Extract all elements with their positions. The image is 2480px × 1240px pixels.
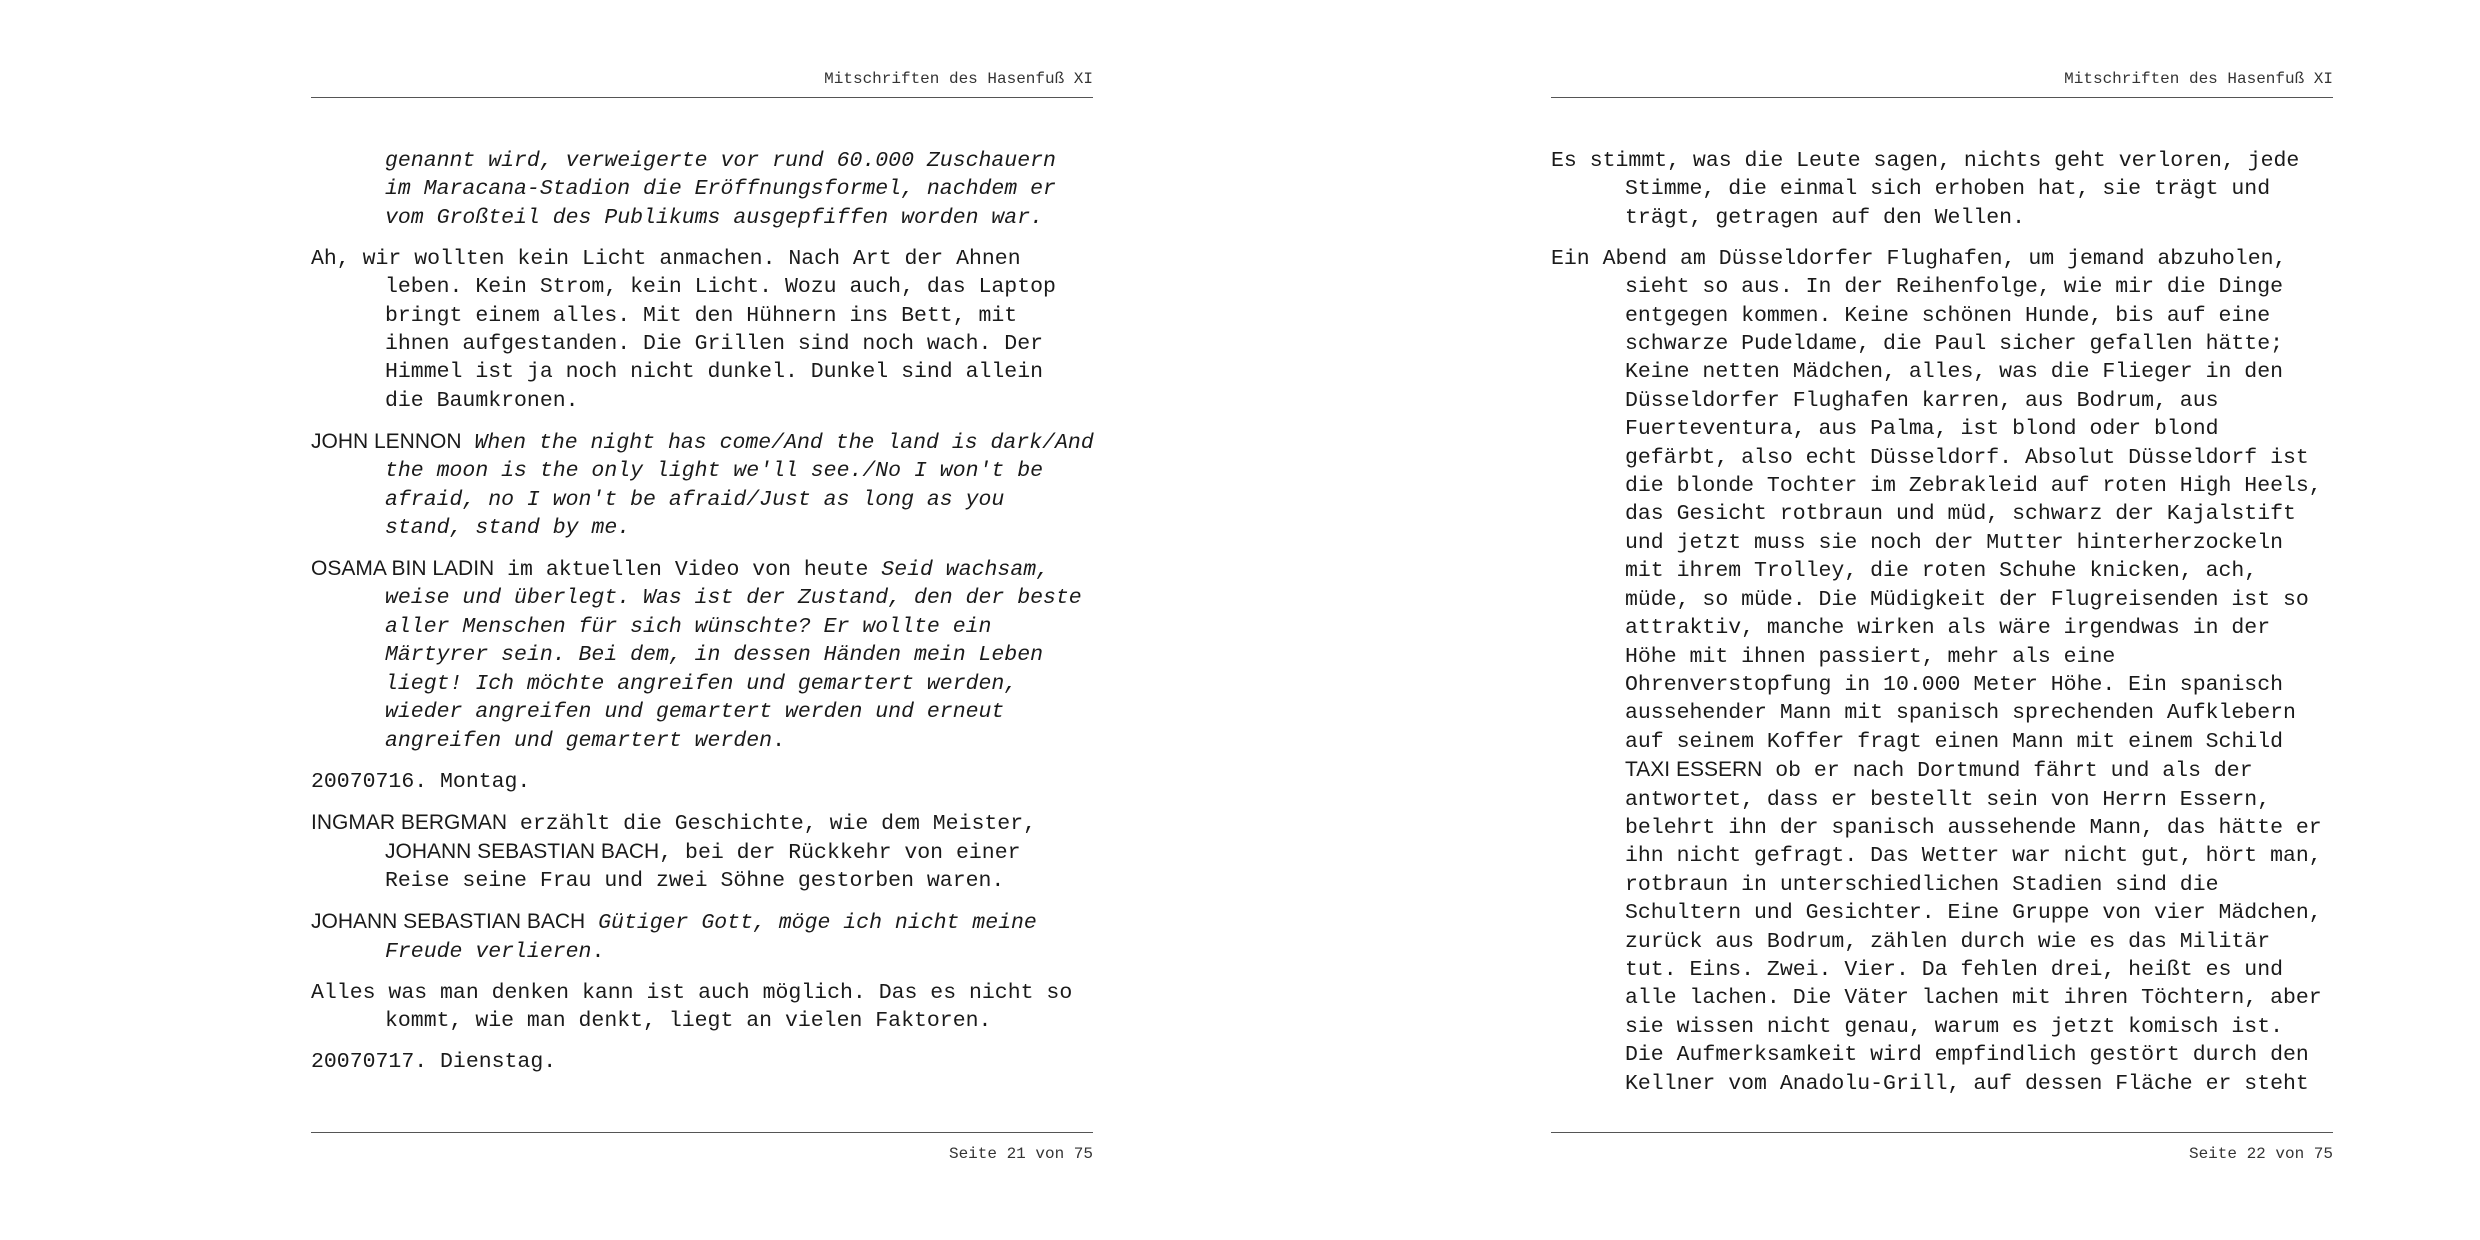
body-text: [1551, 147, 2333, 1111]
paragraph: [311, 555, 1093, 755]
text-line: [385, 204, 1093, 232]
text-segment: Ohrenverstopfung in 10.000 Meter Höhe. Ein spanisch: [1625, 672, 2284, 697]
text-segment: 20070716. Montag.: [311, 769, 531, 794]
italic-quote: afraid, no I won't be afraid/Just as long as you: [385, 487, 1005, 512]
text-line: [385, 867, 1093, 895]
running-header: Mitschriften des Hasenfuß XI: [824, 70, 1093, 88]
text-line: [1625, 871, 2333, 899]
text-line: [1625, 358, 2333, 386]
italic-quote: the moon is the only light we'll see./No I won't be: [385, 459, 1044, 484]
text-segment: , bei der Rückkehr von einer: [659, 840, 1021, 865]
italic-quote: angreifen und gemartert werden: [385, 728, 773, 753]
text-segment: auf seinem Koffer fragt einen Mann mit einem Schild: [1625, 729, 2284, 754]
text-line: [385, 387, 1093, 415]
text-line: [385, 330, 1093, 358]
text-line: [1625, 899, 2333, 927]
text-line: [1625, 1070, 2333, 1098]
text-segment: Himmel ist ja noch nicht dunkel. Dunkel sind allein: [385, 360, 1044, 385]
text-line: [311, 555, 1093, 584]
text-line: [1625, 557, 2333, 585]
left-page: [311, 0, 1093, 1240]
text-line: [311, 768, 1093, 796]
text-line: [1625, 814, 2333, 842]
italic-quote: vom Großteil des Publikums ausgepfiffen worden war.: [385, 205, 1044, 230]
speaker-name: JOHANN SEBASTIAN BACH: [385, 839, 660, 863]
text-segment: [585, 911, 598, 935]
header-rule: [311, 97, 1093, 98]
text-segment: sieht so aus. In der Reihenfolge, wie mir die Dinge: [1625, 275, 2284, 300]
text-line: [385, 273, 1093, 301]
text-line: [1625, 1041, 2333, 1069]
text-segment: Höhe mit ihnen passiert, mehr als eine: [1625, 644, 2116, 669]
footer-rule: [1551, 1132, 2333, 1133]
right-page: [1551, 0, 2333, 1240]
text-segment: attraktiv, manche wirken als wäre irgendwas in der: [1625, 616, 2271, 641]
text-line: [311, 428, 1094, 457]
text-line: [1625, 586, 2333, 614]
text-segment: Düsseldorfer Flughafen karren, aus Bodrum, aus: [1625, 388, 2219, 413]
text-line: [1625, 928, 2333, 956]
text-segment: bringt einem alles. Mit den Hühnern ins Bett, mit: [385, 303, 1018, 328]
page-number: Seite 21 von 75: [948, 1145, 1093, 1163]
text-segment: leben. Kein Strom, kein Licht. Wozu auch, das Laptop: [385, 275, 1056, 300]
speaker-name: JOHN LENNON: [311, 429, 462, 453]
text-line: [1625, 472, 2333, 500]
text-segment: gefärbt, also echt Düsseldorf. Absolut Düsseldorf ist: [1625, 445, 2309, 470]
text-segment: Stimme, die einmal sich erhoben hat, sie trägt und: [1625, 177, 2271, 202]
text-segment: trägt, getragen auf den Wellen.: [1625, 205, 2025, 230]
text-line: [1625, 175, 2333, 203]
text-segment: Alles was man denken kann ist auch möglich. Das es nicht so: [311, 980, 1073, 1005]
text-segment: 20070717. Dienstag.: [311, 1050, 557, 1075]
paragraph: [1551, 147, 2333, 232]
text-line: [1625, 842, 2333, 870]
text-line: [1625, 786, 2333, 814]
text-segment: ihn nicht gefragt. Das Wetter war nicht gut, hört man,: [1625, 844, 2322, 869]
text-line: [1625, 330, 2333, 358]
text-line: [1625, 643, 2333, 671]
text-segment: Schultern und Gesichter. Eine Gruppe von vier Mädchen,: [1625, 901, 2322, 926]
italic-quote: Märtyrer sein. Bei dem, in dessen Händen mein Leben: [385, 643, 1044, 668]
text-line: [1625, 1013, 2333, 1041]
italic-quote: wieder angreifen und gemartert werden und erneut: [385, 700, 1005, 725]
text-line: [1625, 984, 2333, 1012]
text-segment: Kellner vom Anadolu-Grill, auf dessen Fläche er steht: [1625, 1071, 2309, 1096]
paragraph: [311, 147, 1093, 232]
text-line: [385, 147, 1093, 175]
text-segment: erzählt die Geschichte, wie dem Meister,: [507, 811, 1037, 836]
text-line: [311, 979, 1093, 1007]
italic-quote: Gütiger Gott, möge ich nicht meine: [598, 911, 1037, 936]
text-line: [1625, 444, 2333, 472]
page-number: Seite 22 von 75: [2188, 1145, 2333, 1163]
body-text: [311, 147, 1093, 1089]
text-segment: die Baumkronen.: [385, 388, 579, 413]
text-segment: ob er nach Dortmund fährt und als der: [1762, 759, 2253, 784]
text-segment: Keine netten Mädchen, alles, was die Flieger in den: [1625, 360, 2284, 385]
paragraph: [311, 245, 1093, 415]
text-segment: Fuerteventura, aus Palma, ist blond oder blond: [1625, 417, 2219, 442]
text-line: [385, 670, 1093, 698]
text-segment: antwortet, dass er bestellt sein von Herrn Essern,: [1625, 787, 2271, 812]
text-line: [311, 908, 1093, 937]
text-line: [385, 938, 1093, 966]
text-segment: ihnen aufgestanden. Die Grillen sind noch wach. Der: [385, 332, 1044, 357]
text-line: [385, 358, 1093, 386]
text-segment: schwarze Pudeldame, die Paul sicher gefallen hätte;: [1625, 332, 2284, 357]
text-segment: zurück aus Bodrum, zählen durch wie es das Militär: [1625, 929, 2271, 954]
text-segment: die blonde Tochter im Zebrakleid auf roten High Heels,: [1625, 474, 2322, 499]
text-segment: rotbraun in unterschiedlichen Stadien sind die: [1625, 872, 2219, 897]
text-line: [385, 698, 1093, 726]
italic-quote: Freude verlieren: [385, 939, 592, 964]
text-line: [385, 727, 1093, 755]
text-line: [311, 809, 1093, 838]
text-line: [385, 1007, 1093, 1035]
text-segment: entgegen kommen. Keine schönen Hunde, bis auf eine: [1625, 303, 2271, 328]
text-line: [385, 641, 1093, 669]
text-segment: .: [591, 939, 605, 964]
text-line: [385, 175, 1093, 203]
text-line: [385, 514, 1093, 542]
paragraph: [311, 809, 1093, 896]
text-line: [1625, 415, 2333, 443]
italic-quote: im Maracana-Stadion die Eröffnungsformel, nachdem er: [385, 177, 1056, 202]
italic-quote: Seid wachsam,: [881, 558, 1050, 583]
speaker-name: OSAMA BIN LADIN: [311, 557, 495, 581]
text-line: [1625, 302, 2333, 330]
text-line: [1625, 728, 2333, 756]
text-line: [1625, 500, 2333, 528]
text-segment: das Gesicht rotbraun und müd, schwarz der Kajalstift: [1625, 502, 2296, 527]
text-line: [385, 838, 1093, 867]
speaker-name: INGMAR BERGMAN: [311, 810, 508, 834]
paragraph: [1551, 245, 2333, 1098]
text-line: [1625, 273, 2333, 301]
text-line: [1551, 147, 2333, 175]
text-line: [385, 457, 1093, 485]
text-segment: müde, so müde. Die Müdigkeit der Flugreisenden ist so: [1625, 587, 2309, 612]
italic-quote: weise und überlegt. Was ist der Zustand, den der beste: [385, 586, 1082, 611]
speaker-name: TAXI ESSERN: [1625, 758, 1763, 782]
text-segment: Reise seine Frau und zwei Söhne gestorben waren.: [385, 869, 1005, 894]
paragraph: [311, 1048, 1093, 1076]
text-line: [1625, 756, 2333, 785]
text-segment: sie wissen nicht genau, warum es jetzt komisch ist.: [1625, 1014, 2284, 1039]
text-line: [1625, 387, 2333, 415]
text-segment: Ein Abend am Düsseldorfer Flughafen, um jemand abzuholen,: [1551, 246, 2287, 271]
text-line: [385, 613, 1093, 641]
speaker-name: JOHANN SEBASTIAN BACH: [311, 910, 586, 934]
italic-quote: When the night has come/And the land is dark/And: [474, 430, 1094, 455]
text-segment: belehrt ihn der spanisch aussehende Mann, das hätte er: [1625, 815, 2322, 840]
text-segment: Es stimmt, was die Leute sagen, nichts geht verloren, jede: [1551, 149, 2300, 173]
italic-quote: aller Menschen für sich wünschte? Er wollte ein: [385, 614, 992, 639]
text-line: [1625, 204, 2333, 232]
paragraph: [311, 428, 1093, 543]
text-line: [1625, 671, 2333, 699]
footer-rule: [311, 1132, 1093, 1133]
text-segment: kommt, wie man denkt, liegt an vielen Faktoren.: [385, 1009, 992, 1034]
text-segment: .: [772, 728, 785, 753]
italic-quote: stand, stand by me.: [385, 516, 631, 541]
text-line: [385, 584, 1093, 612]
text-line: [385, 302, 1093, 330]
text-line: [385, 486, 1093, 514]
text-line: [1625, 956, 2333, 984]
header-rule: [1551, 97, 2333, 98]
text-segment: mit ihrem Trolley, die roten Schuhe knicken, ach,: [1625, 559, 2258, 584]
text-segment: Die Aufmerksamkeit wird empfindlich gestört durch den: [1625, 1043, 2309, 1068]
text-segment: [462, 431, 475, 455]
italic-quote: genannt wird, verweigerte vor rund 60.000 Zuschauern: [385, 149, 1056, 173]
text-line: [311, 1048, 1093, 1076]
paragraph: [311, 908, 1093, 966]
running-header: Mitschriften des Hasenfuß XI: [2064, 70, 2333, 88]
paragraph: [311, 768, 1093, 796]
text-line: [1625, 614, 2333, 642]
text-segment: Ah, wir wollten kein Licht anmachen. Nach Art der Ahnen: [311, 246, 1021, 271]
text-segment: alle lachen. Die Väter lachen mit ihren Töchtern, aber: [1625, 986, 2322, 1011]
paragraph: [311, 979, 1093, 1036]
text-segment: und jetzt muss sie noch der Mutter hinterherzockeln: [1625, 530, 2284, 555]
text-line: [311, 245, 1093, 273]
text-line: [1625, 529, 2333, 557]
italic-quote: liegt! Ich möchte angreifen und gemartert werden,: [385, 671, 1018, 696]
text-segment: aussehender Mann mit spanisch sprechenden Aufklebern: [1625, 701, 2296, 726]
text-line: [1551, 245, 2333, 273]
text-segment: im aktuellen Video von heute: [494, 558, 882, 583]
text-line: [1625, 699, 2333, 727]
text-segment: tut. Eins. Zwei. Vier. Da fehlen drei, heißt es und: [1625, 957, 2284, 982]
